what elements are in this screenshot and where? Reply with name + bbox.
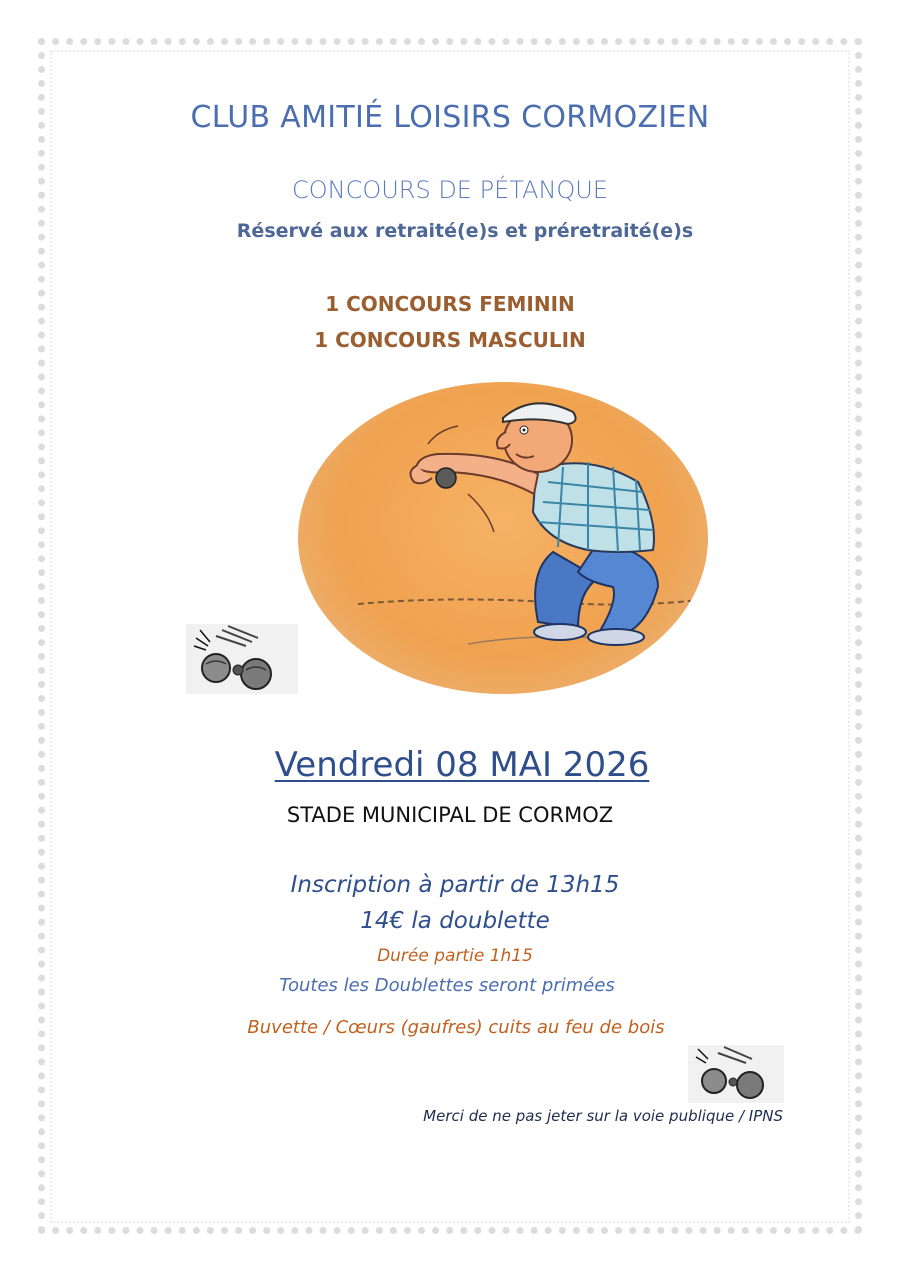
game-duration: Durée partie 1h15 xyxy=(377,946,533,966)
refreshments-note: Buvette / Cœurs (gaufres) cuits au feu de bois xyxy=(247,1017,665,1038)
prizes-note: Toutes les Doublettes seront primées xyxy=(279,975,615,996)
player-drawing xyxy=(298,382,708,694)
price: 14€ la doublette xyxy=(360,908,550,934)
competition-masculin: 1 CONCOURS MASCULIN xyxy=(314,328,586,352)
audience-note: Réservé aux retraité(e)s et préretraité(e)s xyxy=(236,220,694,242)
event-venue: STADE MUNICIPAL DE CORMOZ xyxy=(286,803,614,827)
club-name: CLUB AMITIÉ LOISIRS CORMOZIEN xyxy=(190,100,710,135)
competition-feminin: 1 CONCOURS FEMININ xyxy=(325,292,575,316)
registration-time: Inscription à partir de 13h15 xyxy=(290,872,620,898)
petanque-player-illustration xyxy=(298,382,708,694)
event-date: Vendredi 08 MAI 2026 xyxy=(274,745,650,785)
event-title: CONCOURS DE PÉTANQUE xyxy=(291,176,609,204)
footer-notice: Merci de ne pas jeter sur la voie publique / IPNS xyxy=(423,1107,783,1125)
petanque-boules-icon-2 xyxy=(688,1045,784,1103)
petanque-boules-icon xyxy=(186,624,298,694)
